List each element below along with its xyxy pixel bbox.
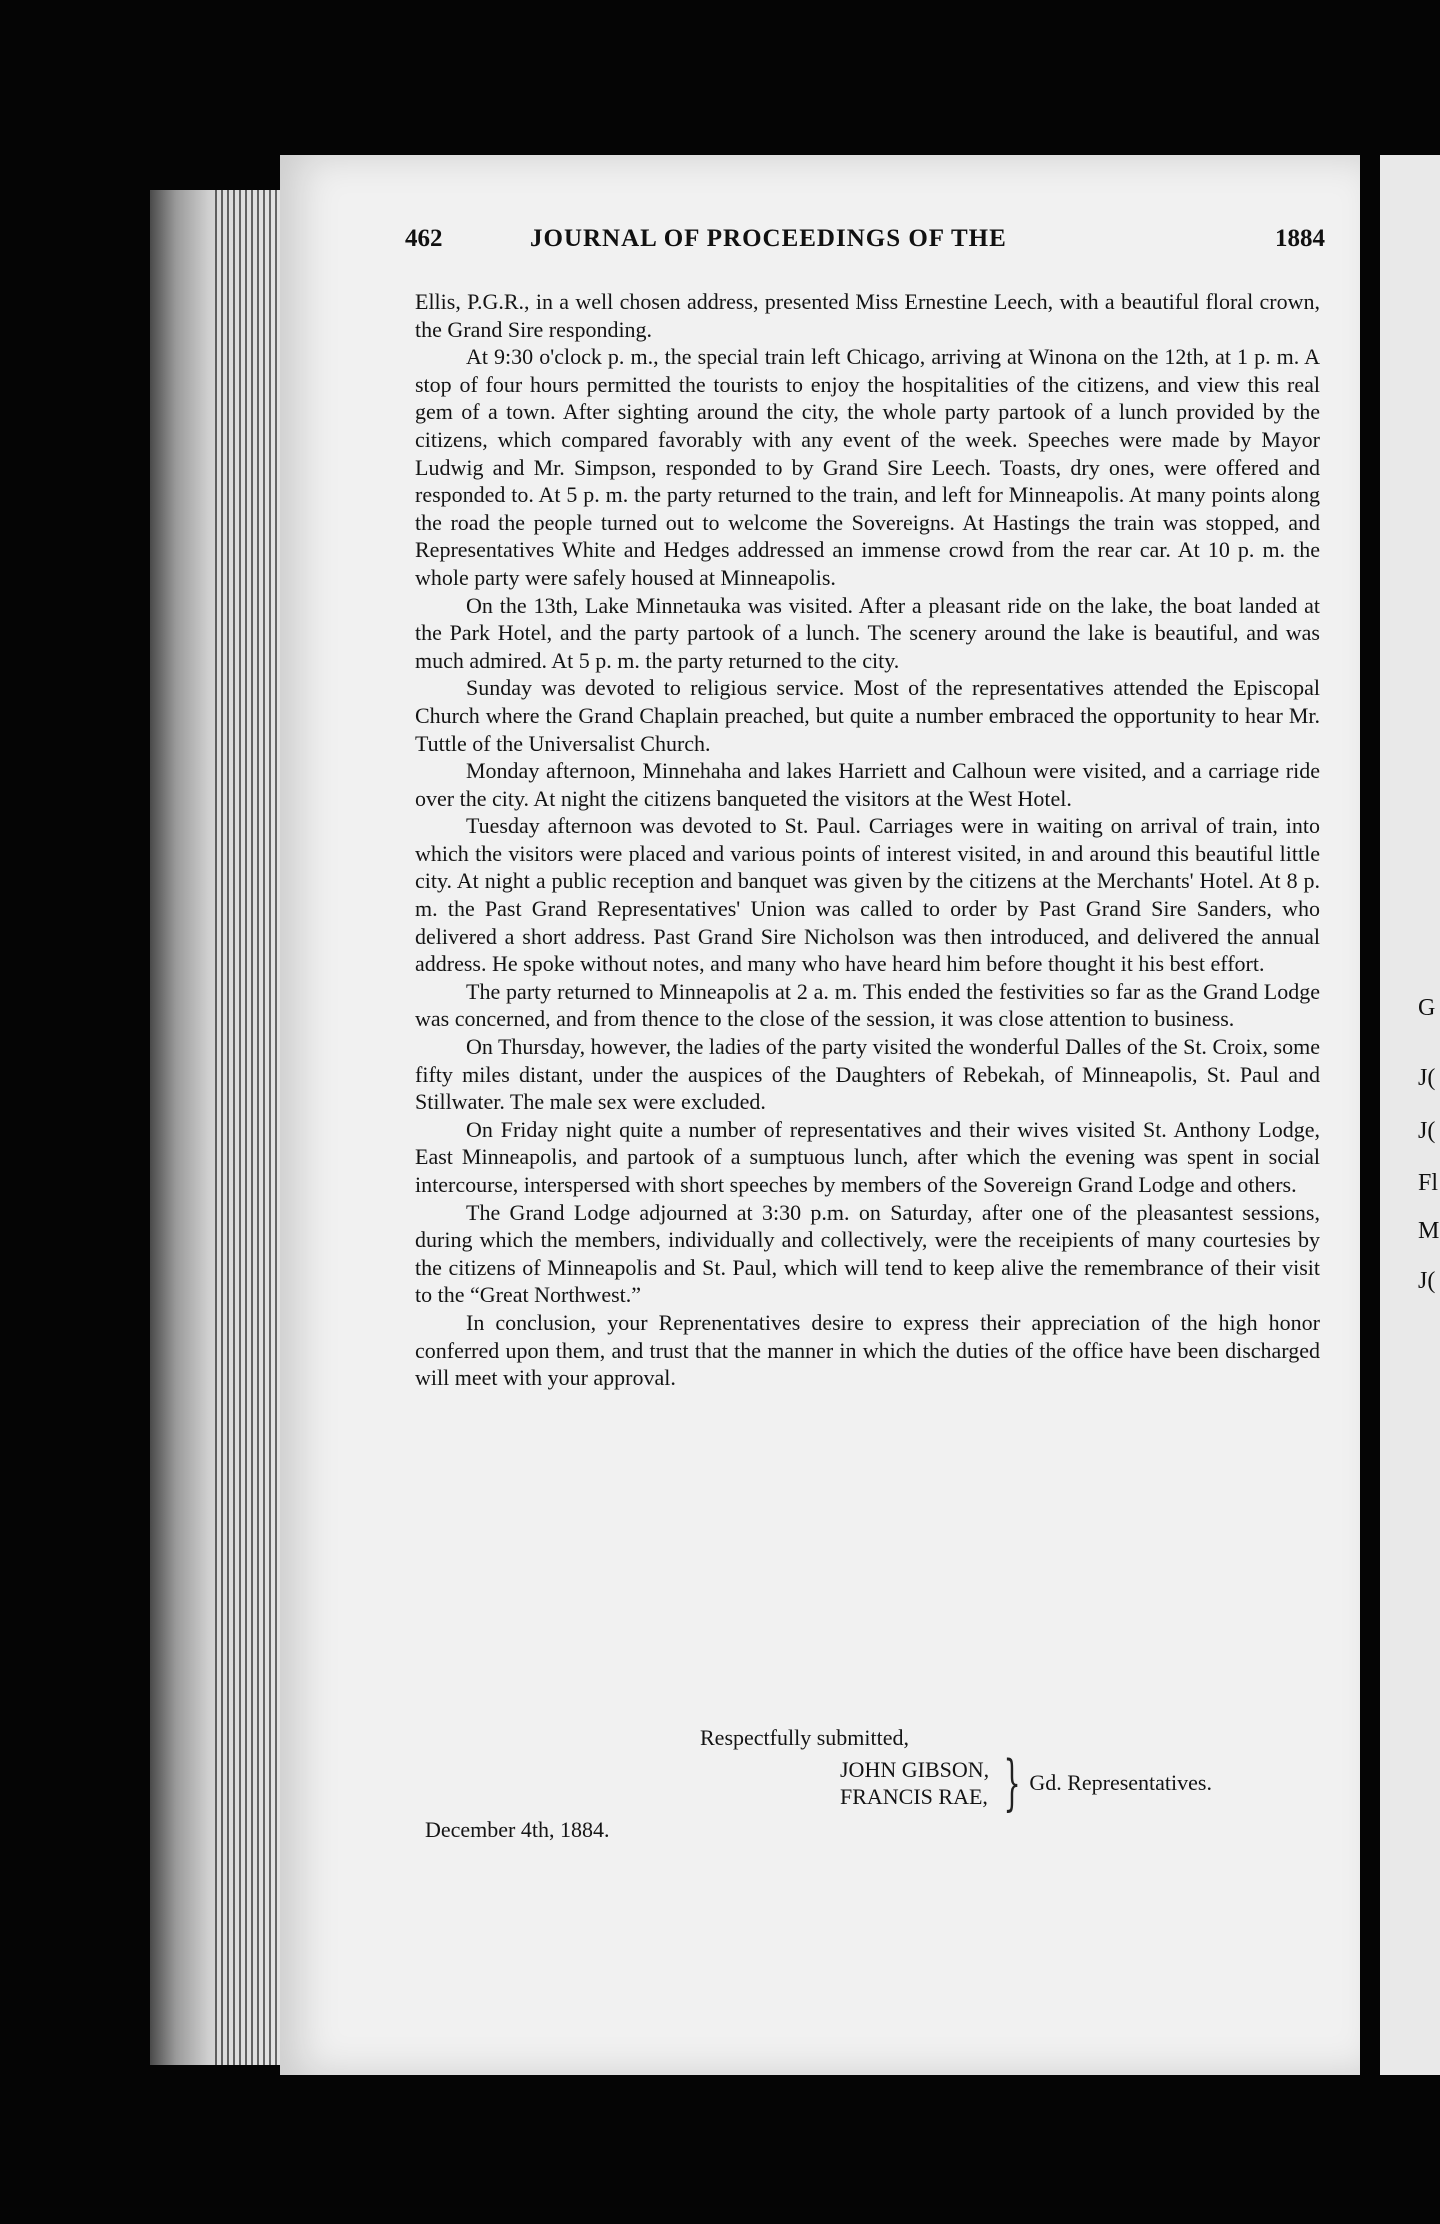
paragraph: At 9:30 o'clock p. m., the special train left Chicago, arriving at Winona on the 12th, at 1 p. m. A stop of four hours permitted the tourists to enjoy the hospitalities of the citizens, and view this real gem of a town. After sighting around the city, the whole party partook of a lunch provided by the citizens, which compared favorably with any event of the week. Speeches were made by Mayor Ludwig and Mr. Simpson, responded to by Grand Sire Leech. Toasts, dry ones, were offered and responded to. At 5 p. m. the party returned to the train, and left for Minneapolis. At many points along the road the people turned out to welcome the Sovereigns. At Hastings the train was stopped, and Representatives White and Hedges addressed an immense crowd from the rear car. At 10 p. m. the whole party were safely housed at Minneapolis. [415,344,1320,590]
paragraph: In conclusion, your Reprenentatives desire to express their appreciation of the high honor conferred upon them, and trust that the manner in which the duties of the office have been discharged will meet with your approval. [415,1309,1320,1391]
signatory: FRANCIS RAE, [840,1784,988,1809]
running-header [405,225,1325,265]
paragraph: The Grand Lodge adjourned at 3:30 p.m. on Saturday, after one of the pleasantest sessions, during which the members, individually and collectively, were the receipients of many courtesies by the citizens of Minneapolis and St. Paul, which will tend to keep alive the remembrance of their visit to the “Great Northwest.” [415,1199,1320,1308]
paragraph: Tuesday afternoon was devoted to St. Paul. Carriages were in waiting on arrival of train, into which the visitors were placed and various points of interest visited, in and around this beautiful little city. At night a public reception and banquet was given by the citizens at the Merchants' Hotel. At 8 p. m. the Past Grand Representatives' Union was called to order by Past Grand Sire Sanders, who delivered a short address. Past Grand Sire Nicholson was then introduced, and delivered the annual address. He spoke without notes, and many who have heard him before thought it his best effort. [415,813,1320,977]
paragraph: Ellis, P.G.R., in a well chosen address, presented Miss Ernestine Leech, with a beautiful floral crown, the Grand Sire responding. [415,289,1320,342]
brace-icon: } [1003,1748,1021,1818]
paragraph: Monday afternoon, Minnehaha and lakes Harriett and Calhoun were visited, and a carriage ride over the city. At night the citizens banqueted the visitors at the West Hotel. [415,758,1320,811]
facing-page-edge [1380,155,1440,2075]
signature-block [840,1748,1212,1818]
facing-page-letter: J( [1418,1268,1436,1294]
signoff: Respectfully submitted, [700,1725,909,1750]
signatory-role: Gd. Representatives. [1029,1770,1212,1795]
facing-page-letter: M [1418,1218,1440,1244]
page-number: 462 [405,225,443,252]
paragraph: On the 13th, Lake Minnetauka was visited. After a pleasant ride on the lake, the boat landed at the Park Hotel, and the party partook of a lunch. The scenery around the lake is beautiful, and was much admired. At 5 p. m. the party returned to the city. [415,592,1320,673]
paragraph: On Friday night quite a number of representatives and their wives visited St. Anthony Lodge, East Minneapolis, and partook of a sumptuous lunch, after which the evening was spent in social intercourse, interspersed with short speeches by members of the Sovereign Grand Lodge and others. [415,1116,1320,1197]
facing-page-letter: Fl [1418,1170,1439,1196]
signatory: JOHN GIBSON, [840,1757,990,1782]
signatory-names [840,1756,989,1810]
facing-page-letter: G [1418,995,1436,1021]
paragraph: On Thursday, however, the ladies of the party visited the wonderful Dalles of the St. Croix, some fifty miles distant, under the auspices of the Daughters of Rebekah, of Minneapolis, St. Paul and Stillwater. The male sex were excluded. [415,1034,1320,1115]
header-year: 1884 [1275,225,1325,252]
paragraph: The party returned to Minneapolis at 2 a. m. This ended the festivities so far as the Grand Lodge was concerned, and from thence to the close of the session, it was close attention to business. [415,978,1320,1032]
facing-page-letter: J( [1418,1118,1436,1144]
paragraph: Sunday was devoted to religious service. Most of the representatives attended the Episcopal Church where the Grand Chaplain preached, but quite a number embraced the opportunity to hear Mr. Tuttle of the Universalist Church. [415,675,1320,756]
article-body [415,288,1320,1392]
document-date: December 4th, 1884. [425,1817,610,1842]
facing-page-letter: J( [1418,1065,1436,1091]
running-title: JOURNAL OF PROCEEDINGS OF THE [530,225,1007,252]
book-spine-page-edges [215,190,280,2065]
